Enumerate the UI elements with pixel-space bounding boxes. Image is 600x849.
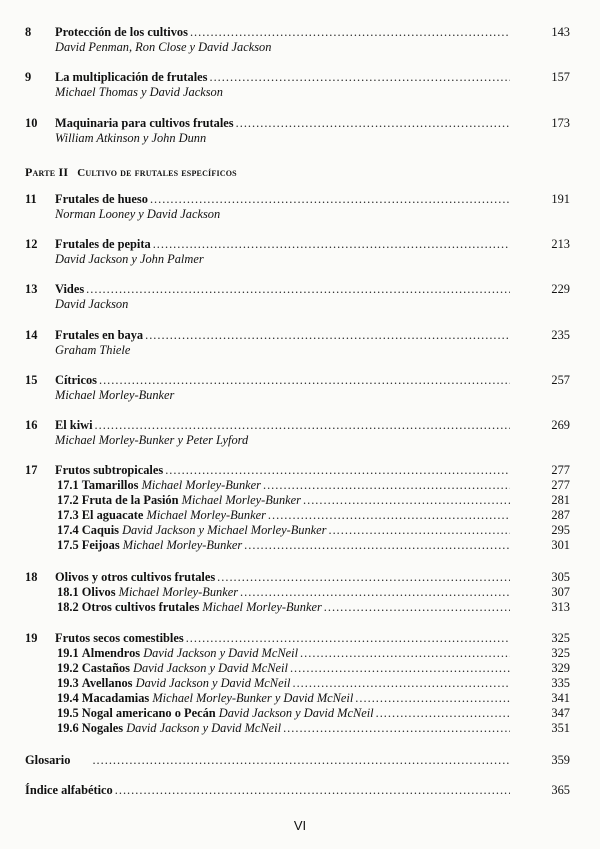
page-number: 365 (551, 783, 570, 797)
page-number: 295 (551, 523, 570, 537)
leader-dots (324, 600, 510, 615)
page-number: 257 (551, 373, 570, 387)
chapter-title: Frutos secos comestibles (55, 631, 184, 645)
chapter-number: 13 (25, 282, 38, 296)
chapter-title: Protección de los cultivos (55, 25, 188, 39)
page-number: 213 (551, 237, 570, 251)
section-number: 18.1 (57, 585, 79, 599)
section-authors: Michael Morley-Bunker (141, 478, 261, 492)
chapter-number: 14 (25, 328, 38, 342)
leader-dots (115, 783, 510, 798)
section-number: 17.2 (57, 493, 79, 507)
section-title: Castaños (81, 661, 130, 675)
chapter-number: 10 (25, 116, 38, 130)
leader-dots (328, 523, 510, 538)
section-authors: Michael Morley-Bunker (181, 493, 302, 507)
section-number: 17.5 (57, 538, 79, 552)
section-authors: Michael Morley-Bunker (122, 538, 243, 552)
section-authors: David Jackson y Michael Morley-Bunker (122, 523, 327, 537)
page-number: 173 (551, 116, 570, 130)
page-number: 301 (551, 538, 570, 552)
leader-dots (190, 25, 510, 40)
chapter-authors: David Penman, Ron Close y David Jackson (55, 40, 272, 54)
page-number: 307 (551, 585, 570, 599)
section-title: El aguacate (81, 508, 144, 522)
chapter-authors: Michael Thomas y David Jackson (55, 85, 223, 99)
leader-dots (303, 493, 510, 508)
leader-dots (209, 70, 510, 85)
part-label: Parte II (25, 165, 69, 179)
page-number: 335 (551, 676, 570, 690)
page-number: 235 (551, 328, 570, 342)
section-authors: Michael Morley-Bunker (146, 508, 266, 522)
leader-dots (283, 721, 510, 736)
page-number: 351 (551, 721, 570, 735)
page-number: 341 (551, 691, 570, 705)
section-number: 19.1 (57, 646, 79, 660)
leader-dots (145, 328, 510, 343)
leader-dots (268, 508, 510, 523)
chapter-number: 17 (25, 463, 38, 477)
section-authors: David Jackson y David McNeil (126, 721, 282, 735)
leader-dots (263, 478, 510, 493)
leader-dots (244, 538, 510, 553)
section-title: Nogales (81, 721, 124, 735)
section-title: Olivos (81, 585, 116, 599)
leader-dots (292, 676, 510, 691)
chapter-number: 11 (25, 192, 37, 206)
section-number: 19.4 (57, 691, 79, 705)
chapter-authors: Norman Looney y David Jackson (55, 207, 221, 221)
section-number: 17.1 (57, 478, 79, 492)
chapter-title: Cítricos (55, 373, 97, 387)
chapter-title: Frutos subtropicales (55, 463, 164, 477)
chapter-authors: Graham Thiele (55, 343, 131, 357)
chapter-authors: William Atkinson y John Dunn (55, 131, 207, 145)
index-title: Índice alfabético (25, 783, 113, 797)
chapter-authors: David Jackson (55, 297, 129, 311)
chapter-number: 8 (25, 25, 32, 39)
section-number: 19.6 (57, 721, 79, 735)
section-authors: David Jackson y David McNeil (143, 646, 299, 660)
page-number: 191 (551, 192, 570, 206)
section-authors: Michael Morley-Bunker y David McNeil (152, 691, 354, 705)
section-title: Fruta de la Pasión (81, 493, 179, 507)
section-authors: Michael Morley-Bunker (202, 600, 322, 614)
page-number: 305 (551, 570, 570, 584)
page-number: 287 (551, 508, 570, 522)
chapter-authors: Michael Morley-Bunker (55, 388, 175, 402)
leader-dots (99, 373, 510, 388)
chapter-number: 18 (25, 570, 38, 584)
leader-dots (150, 192, 510, 207)
leader-dots (236, 116, 510, 131)
section-title: Tamarillos (81, 478, 139, 492)
leader-dots (376, 706, 510, 721)
leader-dots (95, 418, 510, 433)
section-title: Avellanos (81, 676, 133, 690)
chapter-number: 16 (25, 418, 38, 432)
page-number: 277 (551, 478, 570, 492)
page-number: 325 (551, 631, 570, 645)
page-folio: VI (293, 818, 307, 833)
leader-dots (165, 463, 510, 478)
page-number: 347 (551, 706, 570, 720)
chapter-authors: Michael Morley-Bunker y Peter Lyford (55, 433, 249, 447)
section-number: 19.5 (57, 706, 79, 720)
section-authors: David Jackson y David McNeil (218, 706, 374, 720)
section-title: Nogal americano o Pecán (81, 706, 216, 720)
part-heading (25, 165, 237, 180)
page-number: 359 (551, 753, 570, 767)
chapter-title: Frutales en baya (55, 328, 144, 342)
section-title: Otros cultivos frutales (81, 600, 200, 614)
section-number: 18.2 (57, 600, 79, 614)
chapter-title: Olivos y otros cultivos frutales (55, 570, 216, 584)
page-number: 313 (551, 600, 570, 614)
chapter-title: La multiplicación de frutales (55, 70, 208, 84)
page-number: 269 (551, 418, 570, 432)
section-number: 19.3 (57, 676, 79, 690)
chapter-number: 12 (25, 237, 38, 251)
leader-dots (355, 691, 510, 706)
chapter-title: Vides (55, 282, 85, 296)
chapter-title: Frutales de hueso (55, 192, 148, 206)
chapter-authors: David Jackson y John Palmer (55, 252, 204, 266)
page-number: 325 (551, 646, 570, 660)
section-authors: David Jackson y David McNeil (133, 661, 288, 675)
page-number: 281 (551, 493, 570, 507)
chapter-title: Maquinaria para cultivos frutales (55, 116, 234, 130)
page-number: 143 (551, 25, 570, 39)
section-authors: Michael Morley-Bunker (118, 585, 239, 599)
glossary-title: Glosario (25, 753, 71, 767)
leader-dots (217, 570, 510, 585)
page-number: 229 (551, 282, 570, 296)
section-number: 19.2 (57, 661, 79, 675)
chapter-title: Frutales de pepita (55, 237, 151, 251)
page-number: 277 (551, 463, 570, 477)
chapter-title: El kiwi (55, 418, 93, 432)
section-title: Feijoas (81, 538, 120, 552)
section-title: Almendros (81, 646, 141, 660)
section-number: 17.4 (57, 523, 79, 537)
leader-dots (290, 661, 510, 676)
leader-dots (92, 753, 510, 768)
section-number: 17.3 (57, 508, 79, 522)
part-name: Cultivo de frutales específicos (77, 167, 237, 179)
leader-dots (240, 585, 510, 600)
chapter-number: 19 (25, 631, 38, 645)
chapter-number: 9 (25, 70, 32, 84)
leader-dots (300, 646, 510, 661)
leader-dots (86, 282, 510, 297)
page-number: 329 (551, 661, 570, 675)
chapter-number: 15 (25, 373, 38, 387)
section-authors: David Jackson y David McNeil (135, 676, 291, 690)
section-title: Macadamias (81, 691, 150, 705)
page-number: 157 (551, 70, 570, 84)
leader-dots (153, 237, 510, 252)
section-title: Caquis (81, 523, 119, 537)
leader-dots (186, 631, 510, 646)
